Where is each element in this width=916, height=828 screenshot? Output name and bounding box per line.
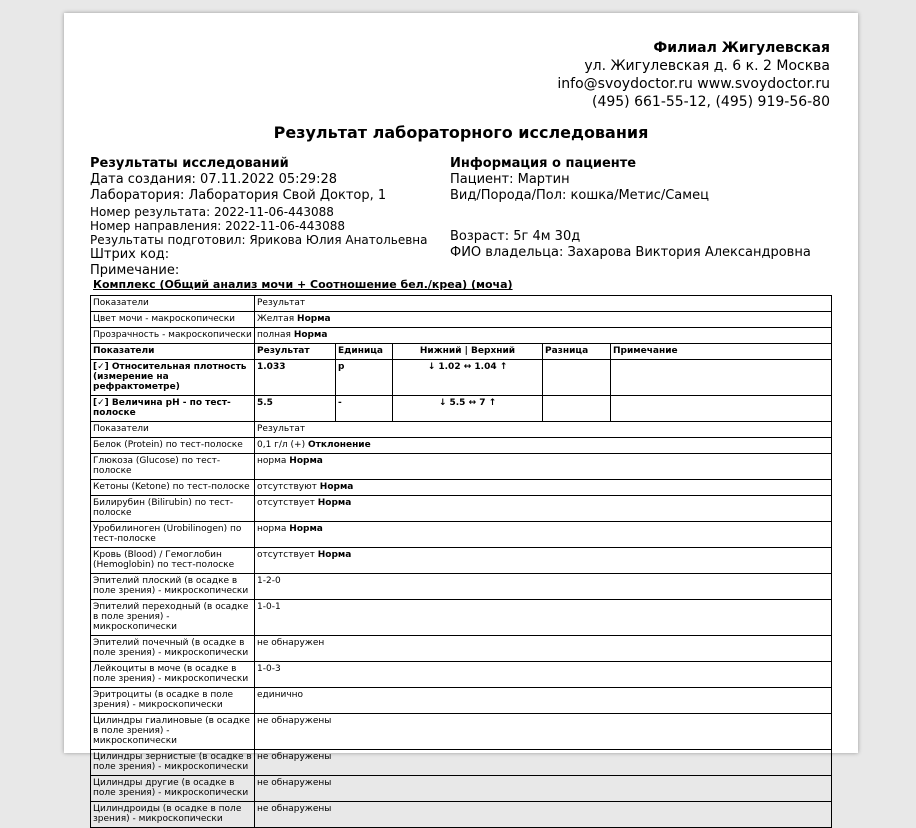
indicator-name: Эпителий плоский (в осадке в поле зрения) - микроскопически xyxy=(91,574,255,600)
result-status: Норма xyxy=(317,498,352,508)
indicator-result xyxy=(255,454,832,480)
result-value: 1-0-1 xyxy=(257,602,281,612)
table-row xyxy=(91,396,832,422)
result-value: не обнаружены xyxy=(257,804,332,814)
patient-info xyxy=(450,156,840,260)
result-value: норма xyxy=(257,524,287,534)
complex-title: Комплекс (Общий анализ мочи + Соотношение бел./креа) (моча) xyxy=(93,278,513,291)
clinic-phones: (495) 661-55-12, (495) 919-56-80 xyxy=(592,94,830,110)
table-row xyxy=(91,802,832,828)
result-value: не обнаружены xyxy=(257,716,332,726)
result-status: Норма xyxy=(293,330,328,340)
indicator-name: [✓] Относительная плотность (измерение на рефрактометре) xyxy=(91,360,255,396)
results-barcode: Штрих код: xyxy=(90,247,170,262)
indicator-result: 5.5 xyxy=(255,396,336,422)
indicator-result xyxy=(255,312,832,328)
result-value: полная xyxy=(257,330,291,340)
indicator-name: Эпителий почечный (в осадке в поле зрения) - микроскопически xyxy=(91,636,255,662)
indicator-name: [✓] Величина pH - по тест-полоске xyxy=(91,396,255,422)
clinic-name: Филиал Жигулевская xyxy=(653,40,830,56)
results-referral-number: Номер направления: 2022-11-06-443088 xyxy=(90,219,345,233)
result-value: норма xyxy=(257,456,287,466)
table-header-row xyxy=(91,422,832,438)
results-heading: Результаты исследований xyxy=(90,156,289,171)
table-row xyxy=(91,662,832,688)
indicator-unit: р xyxy=(336,360,393,396)
indicator-name: Цилиндры зернистые (в осадке в поле зрения) - микроскопически xyxy=(91,750,255,776)
indicator-range: ↓ 5.5 ↔ 7 ↑ xyxy=(393,396,543,422)
indicator-result xyxy=(255,328,832,344)
table-row xyxy=(91,312,832,328)
result-value: не обнаружен xyxy=(257,638,325,648)
patient-species: Вид/Порода/Пол: кошка/Метис/Самец xyxy=(450,187,709,203)
indicator-name: Уробилиноген (Urobilinogen) по тест-полоске xyxy=(91,522,255,548)
indicator-result xyxy=(255,776,832,802)
indicator-note xyxy=(611,360,832,396)
table-row xyxy=(91,522,832,548)
indicator-unit: - xyxy=(336,396,393,422)
header-cell: Результат xyxy=(255,296,832,312)
indicator-result xyxy=(255,600,832,636)
clinic-info xyxy=(557,39,830,111)
result-value: 0,1 г/л (+) xyxy=(257,440,306,450)
table-header-row xyxy=(91,296,832,312)
indicator-result xyxy=(255,480,832,496)
indicator-diff xyxy=(543,396,611,422)
result-value: не обнаружены xyxy=(257,752,332,762)
result-status: Норма xyxy=(319,482,354,492)
result-status: Норма xyxy=(289,524,323,534)
header-cell: Показатели xyxy=(91,422,255,438)
table-row xyxy=(91,750,832,776)
indicator-result xyxy=(255,802,832,828)
result-value: отсутствует xyxy=(257,550,315,560)
table-row xyxy=(91,438,832,454)
results-lab: Лаборатория: Лаборатория Свой Доктор, 1 xyxy=(90,187,387,203)
table-row xyxy=(91,574,832,600)
indicator-range: ↓ 1.02 ↔ 1.04 ↑ xyxy=(393,360,543,396)
indicator-result xyxy=(255,574,832,600)
result-value: единично xyxy=(257,690,304,700)
table-row xyxy=(91,480,832,496)
indicator-result: 1.033 xyxy=(255,360,336,396)
header-cell: Единица xyxy=(336,344,393,360)
header-cell: Показатели xyxy=(91,296,255,312)
header-cell: Нижний | Верхний xyxy=(393,344,543,360)
table-row xyxy=(91,454,832,480)
indicator-name: Кетоны (Ketone) по тест-полоске xyxy=(91,480,255,496)
indicator-name: Белок (Protein) по тест-полоске xyxy=(91,438,255,454)
result-value: отсутствуют xyxy=(257,482,317,492)
result-status: Норма xyxy=(317,550,352,560)
table-row xyxy=(91,776,832,802)
result-status: Норма xyxy=(289,456,323,466)
indicator-name: Цвет мочи - макроскопически xyxy=(91,312,255,328)
indicator-result xyxy=(255,548,832,574)
indicator-name: Билирубин (Bilirubin) по тест-полоске xyxy=(91,496,255,522)
indicator-result xyxy=(255,636,832,662)
results-number: Номер результата: 2022-11-06-443088 xyxy=(90,205,334,219)
indicator-name: Эпителий переходный (в осадке в поле зрения) - микроскопически xyxy=(91,600,255,636)
table-row xyxy=(91,360,832,396)
patient-name: Пациент: Мартин xyxy=(450,172,570,187)
results-prepared-by: Результаты подготовил: Ярикова Юлия Анатольевна xyxy=(90,233,428,247)
header-cell: Результат xyxy=(255,344,336,360)
indicator-result xyxy=(255,496,832,522)
indicator-result xyxy=(255,688,832,714)
indicator-result xyxy=(255,750,832,776)
patient-age: Возраст: 5г 4м 30д xyxy=(450,229,581,244)
indicator-name: Глюкоза (Glucose) по тест-полоске xyxy=(91,454,255,480)
indicator-name: Цилиндры другие (в осадке в поле зрения) - микроскопически xyxy=(91,776,255,802)
patient-owner: ФИО владельца: Захарова Виктория Александровна xyxy=(450,244,811,260)
result-status: Норма xyxy=(297,314,331,324)
indicator-name: Цилиндроиды (в осадке в поле зрения) - микроскопически xyxy=(91,802,255,828)
indicator-diff xyxy=(543,360,611,396)
results-info xyxy=(90,156,435,278)
result-value: 1-2-0 xyxy=(257,576,281,586)
indicator-name: Кровь (Blood) / Гемоглобин (Hemoglobin) по тест-полоске xyxy=(91,548,255,574)
table-row xyxy=(91,328,832,344)
results-note: Примечание: xyxy=(90,262,180,278)
result-value: отсутствует xyxy=(257,498,315,508)
table-row xyxy=(91,636,832,662)
table-row xyxy=(91,496,832,522)
table-row xyxy=(91,600,832,636)
indicator-name: Эритроциты (в осадке в поле зрения) - микроскопически xyxy=(91,688,255,714)
indicator-name: Лейкоциты в моче (в осадке в поле зрения) - микроскопически xyxy=(91,662,255,688)
patient-heading: Информация о пациенте xyxy=(450,156,637,171)
header-cell: Примечание xyxy=(611,344,832,360)
indicator-name: Прозрачность - макроскопически xyxy=(91,328,255,344)
result-status: Отклонение xyxy=(308,440,371,450)
clinic-address: ул. Жигулевская д. 6 к. 2 Москва xyxy=(584,58,830,74)
header-cell: Результат xyxy=(255,422,832,438)
table-row xyxy=(91,548,832,574)
result-value: Желтая xyxy=(257,314,295,324)
results-created: Дата создания: 07.11.2022 05:29:28 xyxy=(90,172,337,187)
results-table xyxy=(90,295,832,828)
indicator-note xyxy=(611,396,832,422)
header-cell: Показатели xyxy=(91,344,255,360)
table-row xyxy=(91,688,832,714)
indicator-result xyxy=(255,662,832,688)
indicator-result xyxy=(255,714,832,750)
table-header-row xyxy=(91,344,832,360)
result-value: 1-0-3 xyxy=(257,664,281,674)
indicator-name: Цилиндры гиалиновые (в осадке в поле зрения) - микроскопически xyxy=(91,714,255,750)
page-title: Результат лабораторного исследования xyxy=(273,123,649,142)
clinic-contacts: info@svoydoctor.ru www.svoydoctor.ru xyxy=(557,76,830,92)
table-row xyxy=(91,714,832,750)
indicator-result xyxy=(255,438,832,454)
document-page xyxy=(64,13,858,824)
header-cell: Разница xyxy=(543,344,611,360)
indicator-result xyxy=(255,522,832,548)
result-value: не обнаружены xyxy=(257,778,332,788)
